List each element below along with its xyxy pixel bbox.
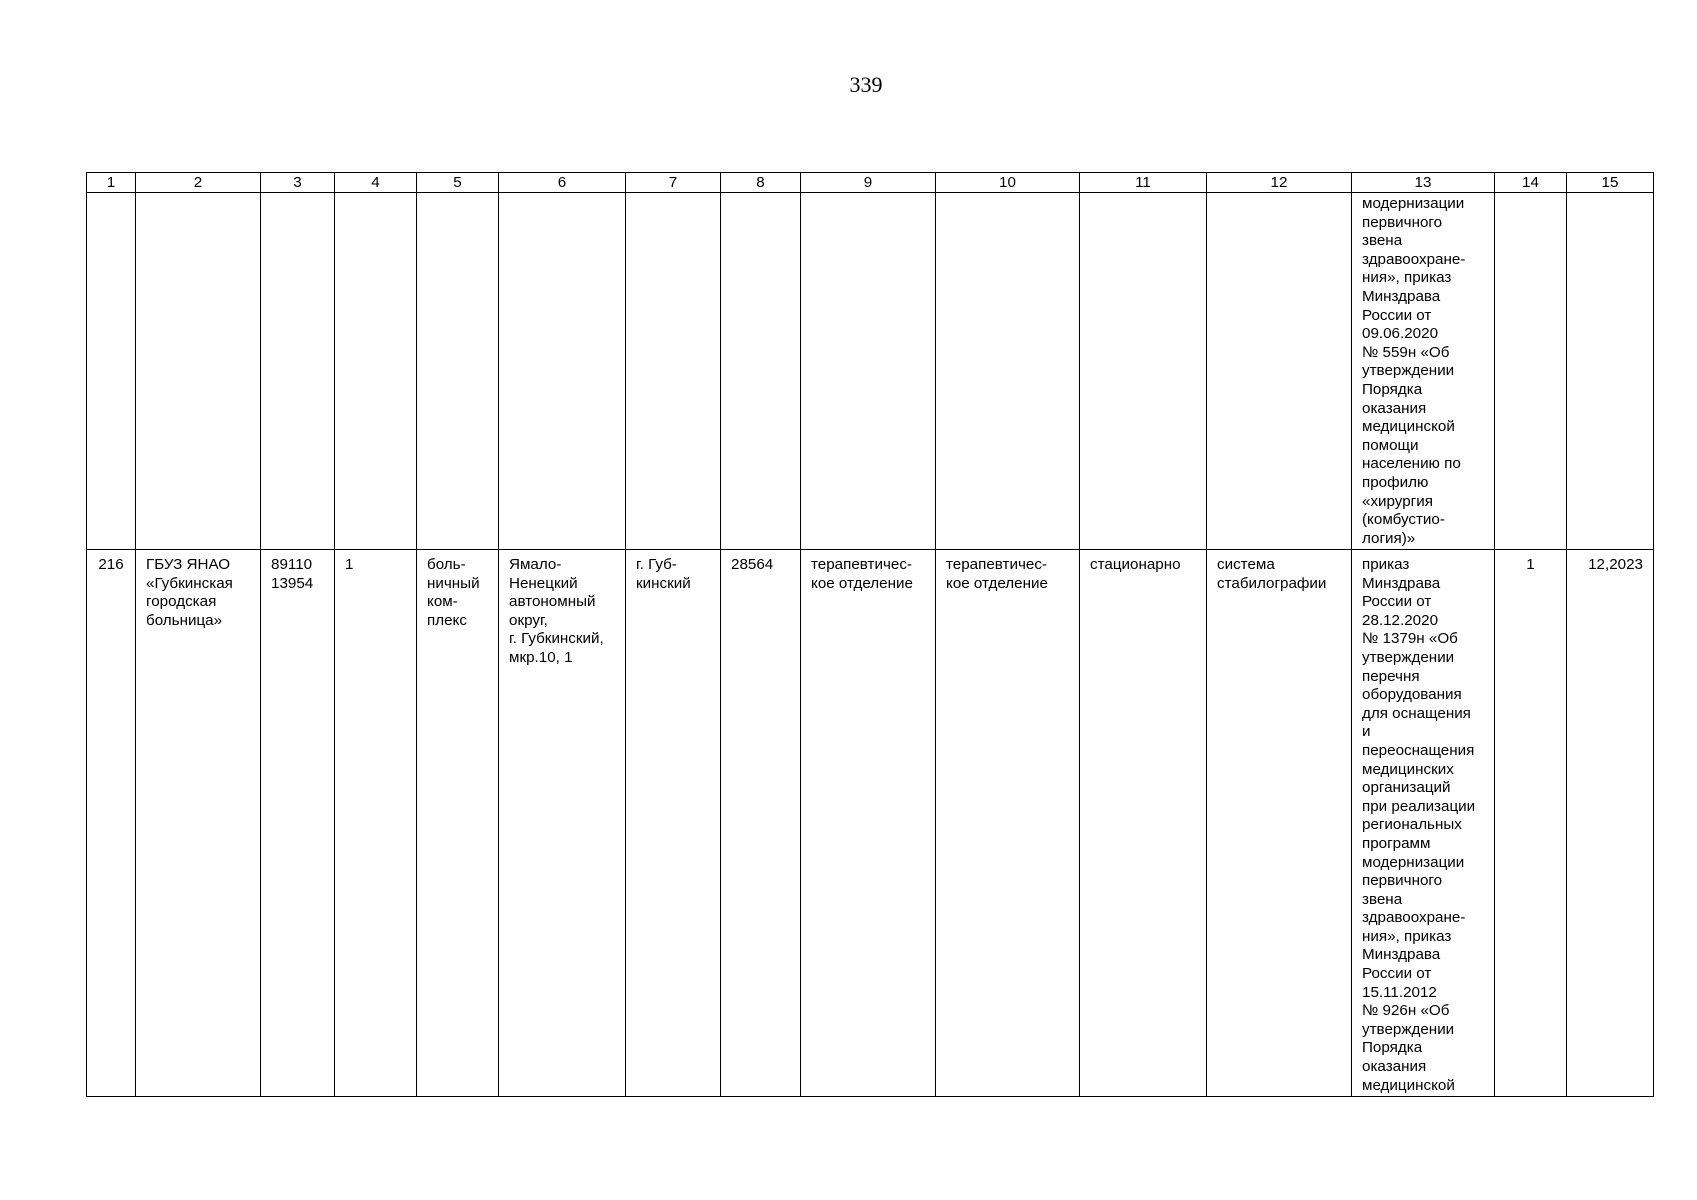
cell-subdivision: терапевтичес- кое отделение (936, 550, 1080, 1097)
cell-population: 28564 (721, 550, 801, 1097)
column-header: 4 (335, 173, 417, 193)
table-row-continuation (87, 193, 1654, 550)
cell-equipment: система стабилографии (1207, 550, 1352, 1097)
column-header: 10 (936, 173, 1080, 193)
cell-subdivision (936, 193, 1080, 550)
column-header: 6 (499, 173, 626, 193)
column-header: 13 (1352, 173, 1495, 193)
cell-care-condition: стационарно (1080, 550, 1207, 1097)
cell-population (721, 193, 801, 550)
cell-quantity (1495, 193, 1567, 550)
cell-building-type (417, 193, 499, 550)
cell-inn (261, 193, 335, 550)
cell-organization (136, 193, 261, 550)
cell-inn: 89110 13954 (261, 550, 335, 1097)
cell-regulation: модернизации первичного звена здравоохране- ния», приказ Минздрава России от 09.06.2020 № 559н «Об утверждении Порядка оказания медицинской помощи населению по профилю «хирургия (комбустио- логия)» (1352, 193, 1495, 550)
equipment-table (86, 172, 1654, 1097)
cell-col4 (335, 193, 417, 550)
column-header: 7 (626, 173, 721, 193)
column-header: 11 (1080, 173, 1207, 193)
column-header: 5 (417, 173, 499, 193)
cell-date (1567, 193, 1654, 550)
cell-department (801, 193, 936, 550)
table-row-216 (87, 550, 1654, 1097)
column-header: 8 (721, 173, 801, 193)
cell-city: г. Губ- кинский (626, 550, 721, 1097)
cell-quantity: 1 (1495, 550, 1567, 1097)
column-header: 14 (1495, 173, 1567, 193)
cell-care-condition (1080, 193, 1207, 550)
cell-equipment (1207, 193, 1352, 550)
cell-col4: 1 (335, 550, 417, 1097)
cell-city (626, 193, 721, 550)
column-header: 9 (801, 173, 936, 193)
cell-address (499, 193, 626, 550)
column-header: 2 (136, 173, 261, 193)
column-header: 15 (1567, 173, 1654, 193)
column-number-row (87, 173, 1654, 193)
cell-organization: ГБУЗ ЯНАО «Губкинская городская больница» (136, 550, 261, 1097)
column-header: 3 (261, 173, 335, 193)
cell-regulation: приказ Минздрава России от 28.12.2020 № 1379н «Об утверждении перечня оборудования для оснащения и переоснащения медицинских организаций при реализации региональных программ модернизации первичного звена здравоохране- ния», приказ Минздрава России от 15.11.2012 № 926н «Об утверждении Порядка оказания медицинской (1352, 550, 1495, 1097)
page-number: 339 (849, 72, 883, 97)
cell-building-type: боль- ничный ком- плекс (417, 550, 499, 1097)
column-header: 12 (1207, 173, 1352, 193)
cell-index (87, 193, 136, 550)
cell-date: 12,2023 (1567, 550, 1654, 1097)
column-header: 1 (87, 173, 136, 193)
cell-index: 216 (87, 550, 136, 1097)
cell-address: Ямало- Ненецкий автономный округ, г. Губкинский, мкр.10, 1 (499, 550, 626, 1097)
cell-department: терапевтичес- кое отделение (801, 550, 936, 1097)
